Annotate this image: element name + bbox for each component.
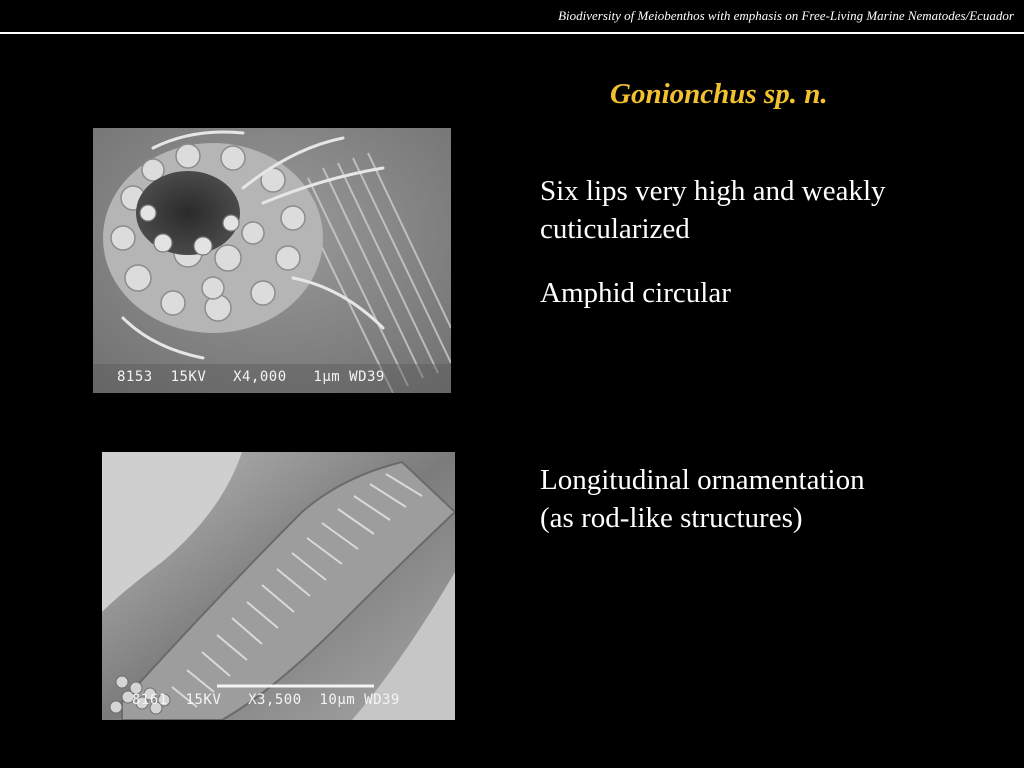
description-ornamentation-line-1: Longitudinal ornamentation — [540, 464, 865, 496]
sem-photo-info-2: 8161 15KV X3,500 10μm WD39 — [132, 692, 400, 708]
sem-photo-body — [102, 452, 455, 720]
header-text: Biodiversity of Meiobenthos with emphasis on Free-Living Marine Nematodes/Ecuador — [558, 8, 1014, 23]
header-divider — [0, 32, 1024, 34]
sem-photo-head — [93, 128, 451, 393]
description-ornamentation-line-2: (as rod-like structures) — [540, 502, 803, 534]
description-amphid: Amphid circular — [540, 277, 731, 309]
description-lips-line-2: cuticularized — [540, 213, 690, 245]
description-ornamentation — [540, 461, 865, 537]
slide-title: Gonionchus sp. n. — [610, 78, 828, 110]
description-lips — [540, 172, 886, 248]
sem-photo-info-1: 8153 15KV X4,000 1μm WD39 — [117, 369, 385, 385]
description-lips-line-1: Six lips very high and weakly — [540, 175, 886, 207]
sem-body-image — [102, 452, 455, 720]
sem-head-image — [93, 128, 451, 393]
